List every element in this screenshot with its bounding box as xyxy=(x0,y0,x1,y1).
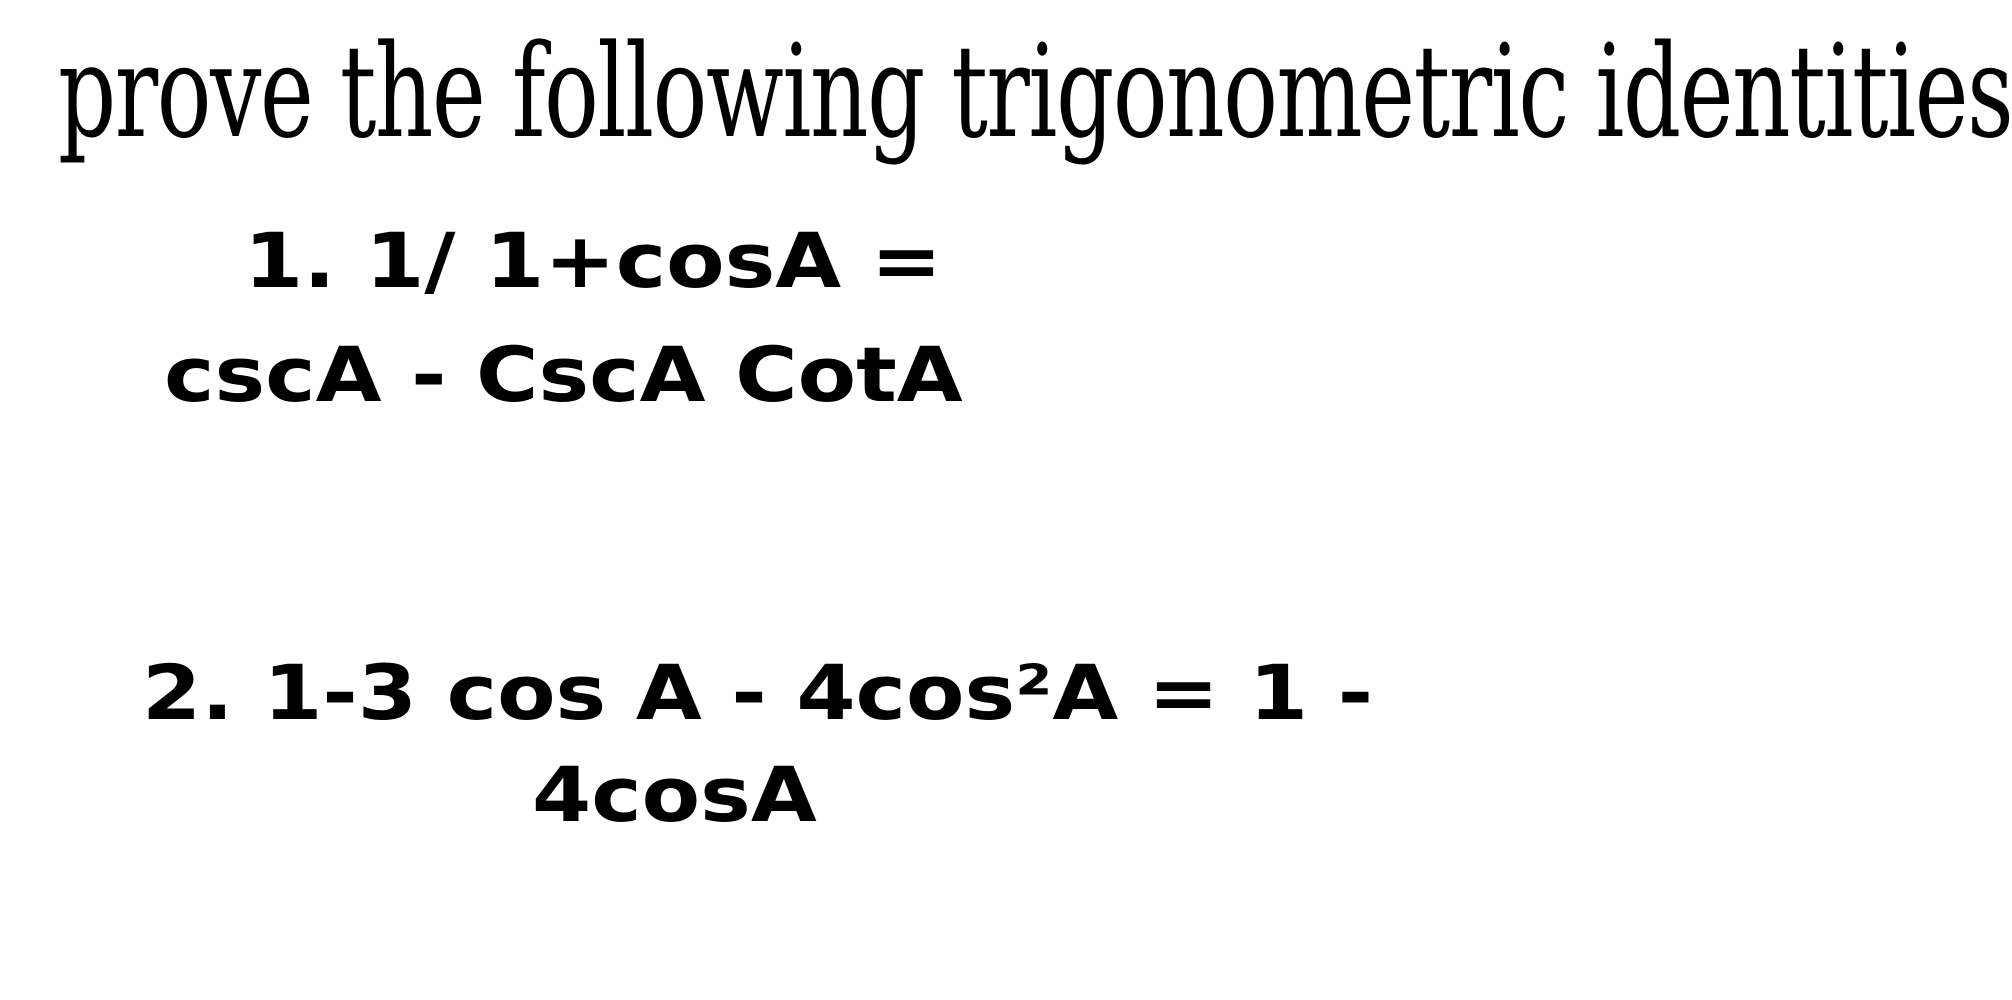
problem-1-line-2: cscA - CscA CotA xyxy=(164,330,963,419)
page-title-text: prove the following trigonometric identities xyxy=(58,18,2012,167)
problem-2-line-2: 4cosA xyxy=(532,750,817,839)
problem-2-line-1: 2. 1-3 cos A - 4cos²A = 1 - xyxy=(142,648,1374,737)
page-title xyxy=(0,18,2012,178)
problem-1-line-1: 1. 1/ 1+cosA = xyxy=(244,216,943,305)
